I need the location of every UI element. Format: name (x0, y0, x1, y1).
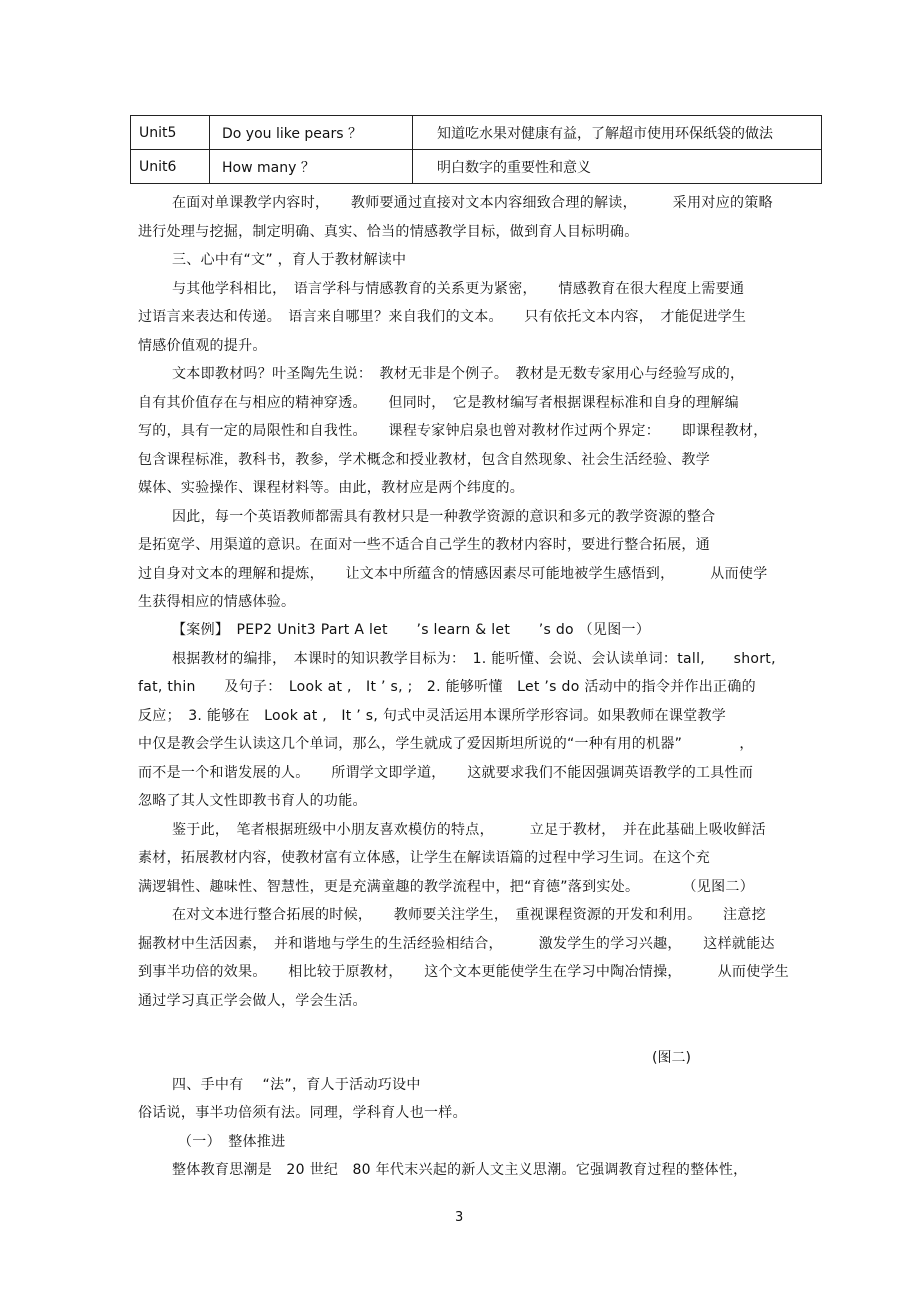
paragraph-line: 根据教材的编排， 本课时的知识教学目标为： 1. 能听懂、会说、会认读单词：tall, short, (172, 651, 776, 667)
table-row (131, 116, 822, 150)
description-cell: 明白数字的重要性和意义 (413, 150, 822, 184)
paragraph-line: 进行处理与挖掘，制定明确、真实、恰当的情感教学目标，做到育人目标明确。 (138, 224, 639, 240)
paragraph-line: 媒体、实验操作、课程材料等。由此，教材应是两个纬度的。 (138, 480, 525, 496)
paragraph-line: 整体教育思潮是 20 世纪 80 年代末兴起的新人文主义思潮。它强调教育过程的整体性， (172, 1162, 748, 1178)
table-row (131, 150, 822, 184)
paragraph-line: 鉴于此， 笔者根据班级中小朋友喜欢模仿的特点， 立足于教材， 并在此基础上吸收鲜活 (172, 822, 766, 838)
paragraph-line: 与其他学科相比， 语言学科与情感教育的关系更为紧密， 情感教育在很大程度上需要通 (172, 281, 745, 297)
section-heading: 三、心中有“文” ，育人于教材解读中 (172, 252, 407, 268)
paragraph-line: 满逻辑性、趣味性、智慧性，更是充满童趣的教学流程中，把“育德”落到实处。 （见图二） (138, 879, 755, 895)
paragraph-line: 通过学习真正学会做人，学会生活。 (138, 993, 367, 1009)
paragraph-line: fat, thin 及句子： Look at , It ’ s, ; 2. 能够听懂 Let ’s do 活动中的指令并作出正确的 (138, 679, 756, 695)
paragraph-line: 反应； 3. 能够在 Look at , It ’ s, 句式中灵活运用本课所学形容词。如果教师在课堂教学 (138, 708, 727, 724)
paragraph-line: 过自身对文本的理解和提炼， 让文本中所蕴含的情感因素尽可能地被学生感悟到， 从而使学 (138, 566, 768, 582)
paragraph-line: 生获得相应的情感体验。 (138, 594, 296, 610)
paragraph-line: 是拓宽学、用渠道的意识。在面对一些不适合自己学生的教材内容时，要进行整合拓展，通 (138, 537, 710, 553)
unit-cell: Unit5 (131, 116, 210, 150)
title-cell: Do you like pears ？ (210, 116, 413, 150)
paragraph-line: 忽略了其人文性即教书育人的功能。 (138, 793, 367, 809)
section-heading: 四、手中有 “法”，育人于活动巧设中 (172, 1077, 421, 1093)
paragraph-line: 掘教材中生活因素， 并和谐地与学生的生活经验相结合， 激发学生的学习兴趣， 这样就能达 (138, 936, 775, 952)
paragraph-line: 而不是一个和谐发展的人。 所谓学文即学道， 这就要求我们不能因强调英语教学的工具性而 (138, 765, 754, 781)
title-cell: How many ？ (210, 150, 413, 184)
paragraph-line: 到事半功倍的效果。 相比较于原教材， 这个文本更能使学生在学习中陶冶情操， 从而使学生 (138, 964, 790, 980)
figure-caption: (图二) (652, 1050, 691, 1066)
paragraph-line: 过语言来表达和传递。 语言来自哪里？来自我们的文本。 只有依托文本内容， 才能促进学生 (138, 309, 747, 325)
paragraph-line: 因此，每一个英语教师都需具有教材只是一种教学资源的意识和多元的教学资源的整合 (172, 509, 716, 525)
description-cell: 知道吃水果对健康有益，了解超市使用环保纸袋的做法 (413, 116, 822, 150)
paragraph-line: 在面对单课教学内容时， 教师要通过直接对文本内容细致合理的解读， 采用对应的策略 (172, 195, 773, 211)
paragraph-line: 文本即教材吗？叶圣陶先生说： 教材无非是个例子。 教材是无数专家用心与经验写成的， (172, 366, 745, 382)
subsection-heading: （一） 整体推进 (178, 1134, 286, 1150)
paragraph-line: 俗话说，事半功倍须有法。同理，学科育人也一样。 (138, 1105, 467, 1121)
paragraph-line: 情感价值观的提升。 (138, 338, 267, 354)
paragraph-line: 中仅是教会学生认读这几个单词，那么，学生就成了爱因斯坦所说的“一种有用的机器” ， (138, 736, 754, 752)
unit-cell: Unit6 (131, 150, 210, 184)
paragraph-line: 包含课程标准，教科书，教参，学术概念和授业教材，包含自然现象、社会生活经验、教学 (138, 452, 710, 468)
units-table (130, 115, 822, 184)
page-number: 3 (455, 1210, 464, 1225)
paragraph-line: 在对文本进行整合拓展的时候， 教师要关注学生， 重视课程资源的开发和利用。 注意挖 (172, 907, 766, 923)
paragraph-line: 自有其价值存在与相应的精神穿透。 但同时， 它是教材编写者根据课程标准和自身的理解编 (138, 395, 739, 411)
paragraph-line: 素材，拓展教材内容，使教材富有立体感，让学生在解读语篇的过程中学习生词。在这个充 (138, 850, 710, 866)
case-heading: 【案例】 PEP2 Unit3 Part A let ’s learn & let ’s do （见图一） (172, 622, 651, 638)
paragraph-line: 写的，具有一定的局限性和自我性。 课程专家钟启泉也曾对教材作过两个界定： 即课程教材， (138, 423, 768, 439)
